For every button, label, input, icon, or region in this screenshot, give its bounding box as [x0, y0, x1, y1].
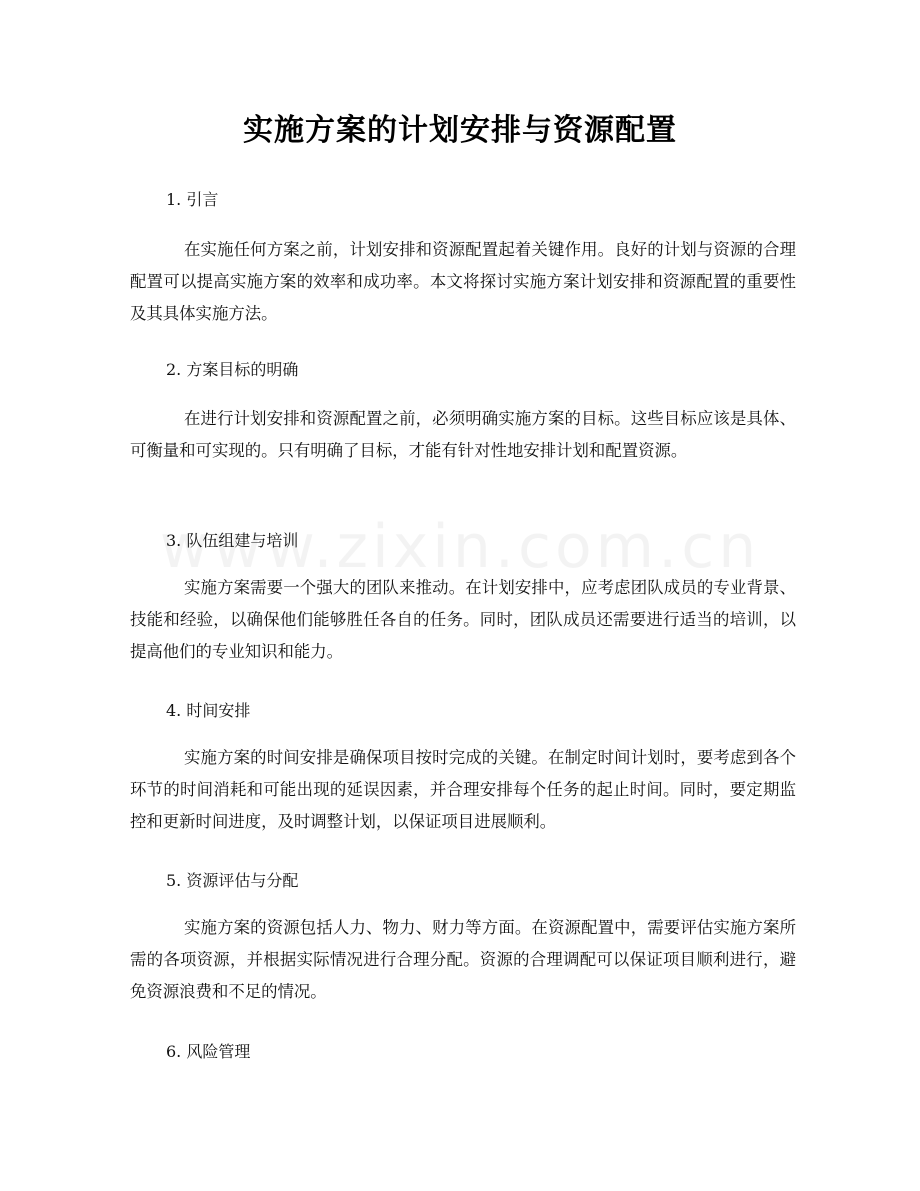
- section-heading-goals: 2. 方案目标的明确: [166, 360, 299, 379]
- page-title: 实施方案的计划安排与资源配置: [243, 113, 677, 148]
- section-heading-resources: 5. 资源评估与分配: [166, 871, 299, 890]
- section-heading-schedule: 4. 时间安排: [166, 701, 251, 720]
- section-paragraph-resources: 实施方案的资源包括人力、物力、财力等方面。在资源配置中，需要评估实施方案所需的各项资源，并根据实际情况进行合理分配。资源的合理调配可以保证项目顺利进行，避免资源浪费和不足的情况。: [130, 918, 796, 1001]
- section-heading-team: 3. 队伍组建与培训: [166, 531, 299, 550]
- section-paragraph-intro: 在实施任何方案之前，计划安排和资源配置起着关键作用。良好的计划与资源的合理配置可以提高实施方案的效率和成功率。本文将探讨实施方案计划安排和资源配置的重要性及其具体实施方法。: [130, 240, 796, 323]
- section-heading-intro: 1. 引言: [166, 190, 219, 209]
- section-paragraph-team: 实施方案需要一个强大的团队来推动。在计划安排中，应考虑团队成员的专业背景、技能和经验，以确保他们能够胜任各自的任务。同时，团队成员还需要进行适当的培训，以提高他们的专业知识和能力。: [130, 578, 796, 661]
- section-paragraph-schedule: 实施方案的时间安排是确保项目按时完成的关键。在制定时间计划时，要考虑到各个环节的时间消耗和可能出现的延误因素，并合理安排每个任务的起止时间。同时，要定期监控和更新时间进度，及时调整计划，以保证项目进展顺利。: [130, 748, 796, 831]
- section-paragraph-goals: 在进行计划安排和资源配置之前，必须明确实施方案的目标。这些目标应该是具体、可衡量和可实现的。只有明确了目标，才能有针对性地安排计划和配置资源。: [130, 409, 796, 460]
- section-heading-risk: 6. 风险管理: [166, 1042, 251, 1061]
